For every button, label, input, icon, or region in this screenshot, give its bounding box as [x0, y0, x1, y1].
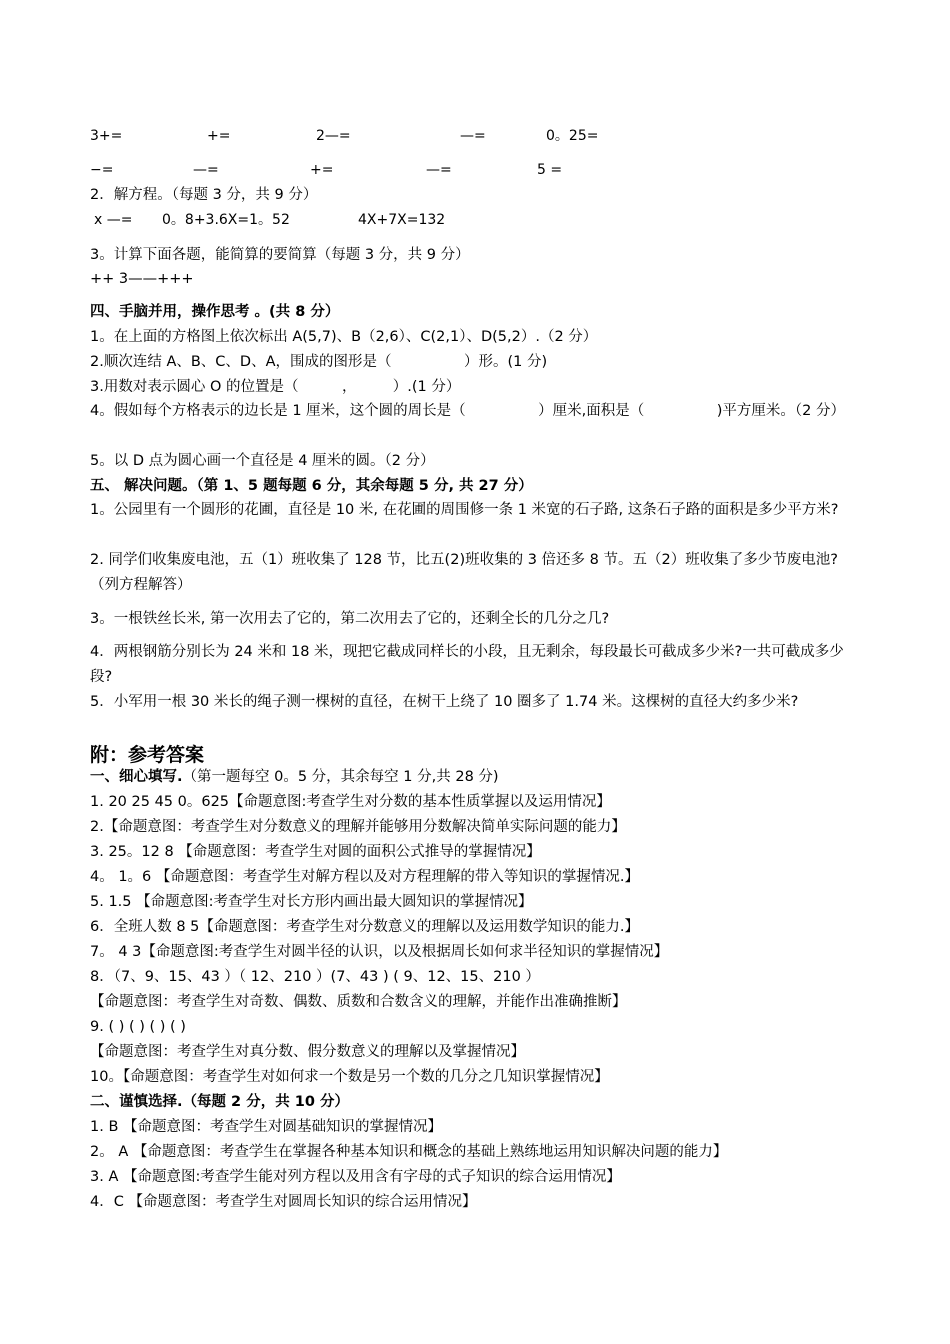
answer-line: 1. B 【命题意图：考查学生对圆基础知识的掌握情况】 [90, 1119, 442, 1135]
question: 1。在上面的方格图上依次标出 A(5,7)、B（2,6）、C(2,1）、D(5,2）.（2 分） [90, 329, 598, 345]
appendix-title: 附：参考答案 [90, 744, 205, 766]
equation: 4X+7X=132 [358, 212, 446, 228]
answer-line: 4。 1。6 【命题意图：考查学生对解方程以及对方程理解的带入等知识的掌握情况.】 [90, 869, 640, 885]
answer-line: 6．全班人数 8 5【命题意图：考查学生对分数意义的理解以及运用数学知识的能力.】 [90, 919, 640, 935]
question: 3.用数对表示圆心 O 的位置是（ ， ）.(1 分） [90, 379, 461, 395]
answer-line: 【命题意图：考查学生对真分数、假分数意义的理解以及掌握情况】 [90, 1044, 525, 1060]
calc-item: —= [193, 162, 219, 178]
calc-item: += [310, 162, 334, 178]
answer-section-2-title: 二、谨慎选择.（每题 2 分，共 10 分） [90, 1094, 349, 1110]
section-3-expression: ++ 3——+++ [90, 271, 194, 287]
section-2-title: 2．解方程。（每题 3 分，共 9 分） [90, 187, 318, 203]
calc-item: 2—= [316, 128, 351, 144]
answer-line: 【命题意图：考查学生对奇数、偶数、质数和合数含义的理解，并能作出准确推断】 [90, 994, 627, 1010]
question: 2.顺次连结 A、B、C、D、A，围成的图形是（ ）形。(1 分) [90, 354, 548, 370]
answer-line: 1. 20 25 45 0。625【命题意图:考查学生对分数的基本性质掌握以及运用情况】 [90, 794, 611, 810]
calc-item: —= [460, 128, 486, 144]
calc-item: 5 = [537, 162, 563, 178]
answer-section-1-heading: 一、细心填写. [90, 769, 183, 785]
answer-line: 3. A 【命题意图:考查学生能对列方程以及用含有字母的式子知识的综合运用情况】 [90, 1169, 621, 1185]
calc-item: −= [90, 162, 114, 178]
equation: x —= [94, 212, 133, 228]
question: 5．小军用一根 30 米长的绳子测一棵树的直径，在树干上绕了 10 圈多了 1.74 米。这棵树的直径大约多少米? [90, 694, 799, 710]
answer-section-1-note: （第一题每空 0。5 分，其余每空 1 分,共 28 分) [182, 769, 499, 785]
section-4-title: 四、手脑并用，操作思考 。(共 8 分） [90, 304, 340, 320]
answer-line: 8．（7、9、15、43 ）（ 12、210 ）(7、43 ) ( 9、12、15、210 ） [90, 969, 540, 985]
equation: 0。8+3.6X=1。52 [162, 212, 290, 228]
question: 5。以 D 点为圆心画一个直径是 4 厘米的圆。（2 分） [90, 453, 435, 469]
question: 4．两根钢筋分别长为 24 米和 18 米，现把它截成同样长的小段，且无剩余，每段最长可截成多少米?一共可截成多少段? [90, 644, 844, 685]
calc-item: —= [426, 162, 452, 178]
question: 4。假如每个方格表示的边长是 1 厘米，这个圆的周长是（ ）厘米,面积是（ )平方厘米。（2 分） [90, 403, 846, 419]
calc-item: += [207, 128, 231, 144]
answer-section-1-title [90, 767, 499, 787]
section-3-title: 3。计算下面各题，能简算的要简算（每题 3 分，共 9 分） [90, 247, 470, 263]
question: 1。公园里有一个圆形的花圃，直径是 10 米, 在花圃的周围修一条 1 米宽的石子路, 这条石子路的面积是多少平方米? [90, 502, 839, 518]
question: 3。一根铁丝长米, 第一次用去了它的，第二次用去了它的，还剩全长的几分之几? [90, 611, 610, 627]
answer-line: 2。 A 【命题意图：考查学生在掌握各种基本知识和概念的基础上熟练地运用知识解决问题的能力】 [90, 1144, 728, 1160]
answer-line: 2.【命题意图：考查学生对分数意义的理解并能够用分数解决简单实际问题的能力】 [90, 819, 626, 835]
calc-item: 0。25= [546, 128, 599, 144]
section-5-title: 五、 解决问题。（第 1、5 题每题 6 分，其余每题 5 分, 共 27 分） [90, 478, 533, 494]
answer-line: 4．C 【命题意图：考查学生对圆周长知识的综合运用情况】 [90, 1194, 477, 1210]
answer-line: 5. 1.5 【命题意图:考查学生对长方形内画出最大圆知识的掌握情况】 [90, 894, 533, 910]
question: 2. 同学们收集废电池，五（1）班收集了 128 节，比五(2)班收集的 3 倍还多 8 节。五（2）班收集了多少节废电池?（列方程解答） [90, 552, 838, 593]
answer-line: 3. 25。12 8 【命题意图：考查学生对圆的面积公式推导的掌握情况】 [90, 844, 541, 860]
calc-item: 3+= [90, 128, 123, 144]
answer-line: 10。【命题意图：考查学生对如何求一个数是另一个数的几分之几知识掌握情况】 [90, 1069, 609, 1085]
answer-line: 7。 4 3【命题意图:考查学生对圆半径的认识，以及根据周长如何求半径知识的掌握情况】 [90, 944, 669, 960]
answer-line: 9. ( ) ( ) ( ) ( ) [90, 1019, 186, 1035]
